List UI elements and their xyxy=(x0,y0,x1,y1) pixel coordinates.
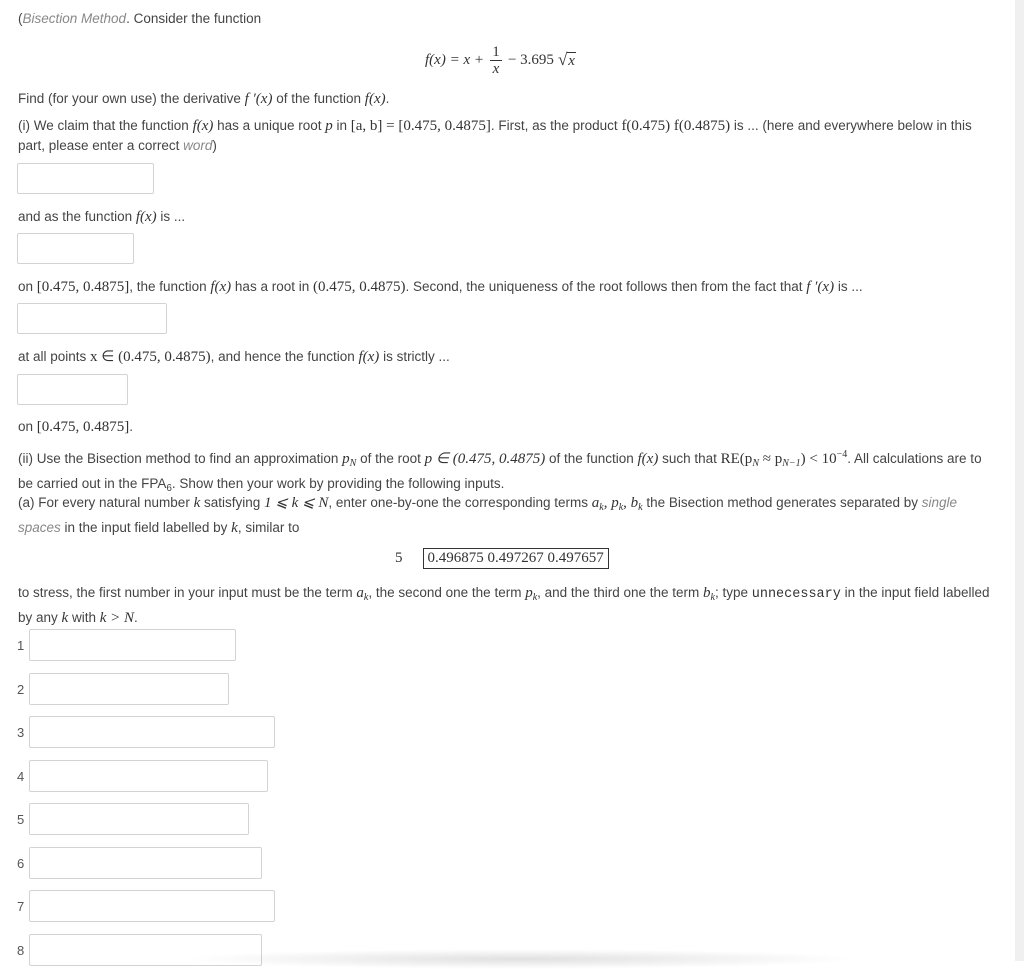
row-label-2: 2 xyxy=(17,682,25,697)
bisection-input-3[interactable] xyxy=(29,716,275,748)
bisection-input-2[interactable] xyxy=(29,673,229,705)
and-as-text: and as the function f(x) is ... xyxy=(18,209,186,225)
part-a-text: (a) For every natural number k satisfying 1 ⩽ k ⩽ N, enter one-by-one the corresponding terms $a_k$, $p_k$, $b_k$ the Bisection method generates separated by single spaces in the input field labelled by k, similar to xyxy=(18,495,958,536)
part-ii-text: (ii) Use the Bisection method to find an approximation $p_N$ of the root p ∈ (0.475, 0.4875) of the function f(x) such that $RE(p_N \approx p_{N-1}) < 10^{-4}$. All calculations are to be carried out in the $FPA_6$. Show then your work by providing the following inputs. xyxy=(18,449,982,494)
row-label-8: 8 xyxy=(17,943,25,958)
intro-line: (Bisection Method. Consider the function xyxy=(18,11,262,26)
instruction-text: to stress, the first number in your input must be the term $a_k$, the second one the term $p_k$, and the third one the term $b_k$; type unnecessary in the input field labelled by any k with k > N. xyxy=(18,585,990,626)
row-label-1: 1 xyxy=(17,638,25,653)
example-entry xyxy=(395,548,609,569)
function-property-input[interactable] xyxy=(17,233,134,264)
product-sign-input[interactable] xyxy=(17,163,154,194)
root-existence-text: on [0.475, 0.4875], the function f(x) has a root in (0.475, 0.4875). Second, the uniqueness of the root follows then from the fact that f ′(x) is ... xyxy=(18,279,863,295)
bottom-shadow xyxy=(180,949,860,969)
row-label-4: 4 xyxy=(17,769,25,784)
scrollbar[interactable] xyxy=(1015,0,1024,961)
bisection-input-4[interactable] xyxy=(29,760,268,792)
row-label-7: 7 xyxy=(17,899,25,914)
square-root: √ x xyxy=(557,50,575,69)
fraction: $\frac{1}{x}$ xyxy=(490,44,502,77)
bisection-input-6[interactable] xyxy=(29,847,262,879)
bisection-input-5[interactable] xyxy=(29,803,249,835)
at-all-points-text: at all points x ∈ (0.475, 0.4875), and hence the function f(x) is strictly ... xyxy=(18,349,450,365)
part-i-text: (i) We claim that the function f(x) has a unique root p in [a, b] = [0.475, 0.4875]. First, as the product f(0.475) f(0.4875) is ... (here and everywhere below in this part, please enter a correct word) xyxy=(18,118,972,153)
find-derivative-text: Find (for your own use) the derivative f ′(x) of the function f(x). xyxy=(18,91,390,107)
row-label-3: 3 xyxy=(17,725,25,740)
row-label-6: 6 xyxy=(17,856,25,871)
bisection-input-7[interactable] xyxy=(29,890,275,922)
on-interval-text: on [0.475, 0.4875]. xyxy=(18,419,134,435)
monotonicity-input[interactable] xyxy=(17,374,128,405)
bisection-input-1[interactable] xyxy=(29,629,236,661)
bisection-method-label: Bisection Method xyxy=(22,11,127,26)
row-label-5: 5 xyxy=(17,812,25,827)
example-value-box: 0.496875 0.497267 0.497657 xyxy=(423,548,609,569)
derivative-sign-input[interactable] xyxy=(17,303,167,334)
unnecessary-keyword: unnecessary xyxy=(751,587,841,602)
function-formula: f(x) = x + $\frac{1}{x}$ − 3.695 √ x xyxy=(425,43,575,77)
example-label: 5 xyxy=(395,550,403,566)
